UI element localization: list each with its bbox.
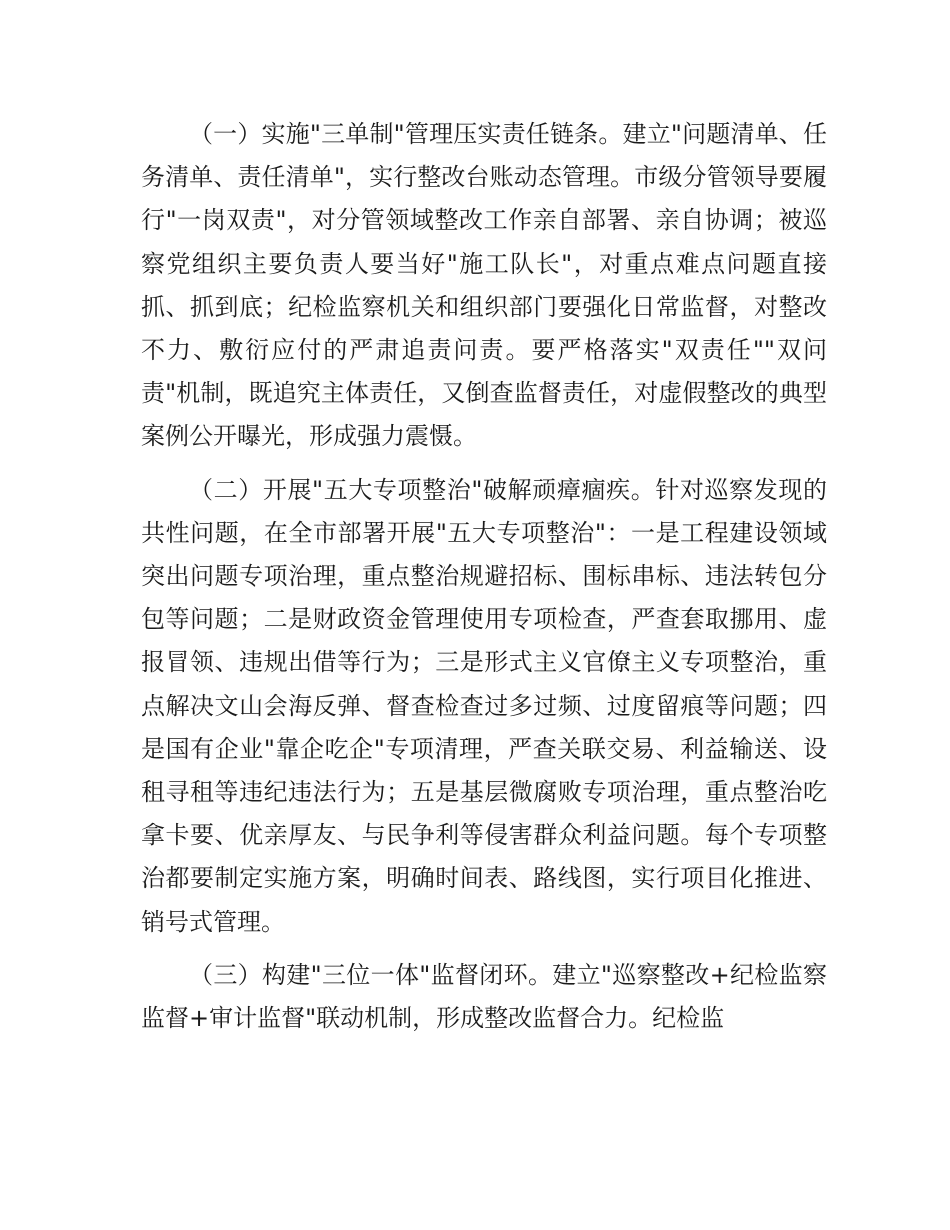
paragraph-1: （一）实施"三单制"管理压实责任链条。建立"问题清单、任务清单、责任清单"，实行整改台账动态管理。市级分管领导要履行"一岗双责"，对分管领域整改工作亲自部署、亲自协调；被巡察党组织主要负责人要当好"施工队长"，对重点难点问题直接抓、抓到底；纪检监察机关和组织部门要强化日常监督，对整改不力、敷衍应付的严肃追责问责。要严格落实"双责任""双问责"机制，既追究主体责任，又倒查监督责任，对虚假整改的典型案例公开曝光，形成强力震慑。 — [141, 120, 827, 451]
paragraph-2: （二）开展"五大专项整治"破解顽瘴痼疾。针对巡察发现的共性问题，在全市部署开展"五大专项整治"：一是工程建设领域突出问题专项治理，重点整治规避招标、围标串标、违法转包分包等问题；二是财政资金管理使用专项检查，严查套取挪用、虚报冒领、违规出借等行为；三是形式主义官僚主义专项整治，重点解决文山会海反弹、督查检查过多过频、过度留痕等问题；四是国有企业"靠企吃企"专项清理，严查关联交易、利益输送、设租寻租等违纪违法行为；五是基层微腐败专项治理，重点整治吃拿卡要、优亲厚友、与民争利等侵害群众利益问题。每个专项整治都要制定实施方案，明确时间表、路线图，实行项目化推进、销号式管理。 — [141, 475, 827, 936]
document-body — [141, 113, 827, 1050]
paragraph-3: （三）构建"三位一体"监督闭环。建立"巡察整改+纪检监察监督+审计监督"联动机制，形成整改监督合力。纪检监 — [141, 960, 827, 1033]
